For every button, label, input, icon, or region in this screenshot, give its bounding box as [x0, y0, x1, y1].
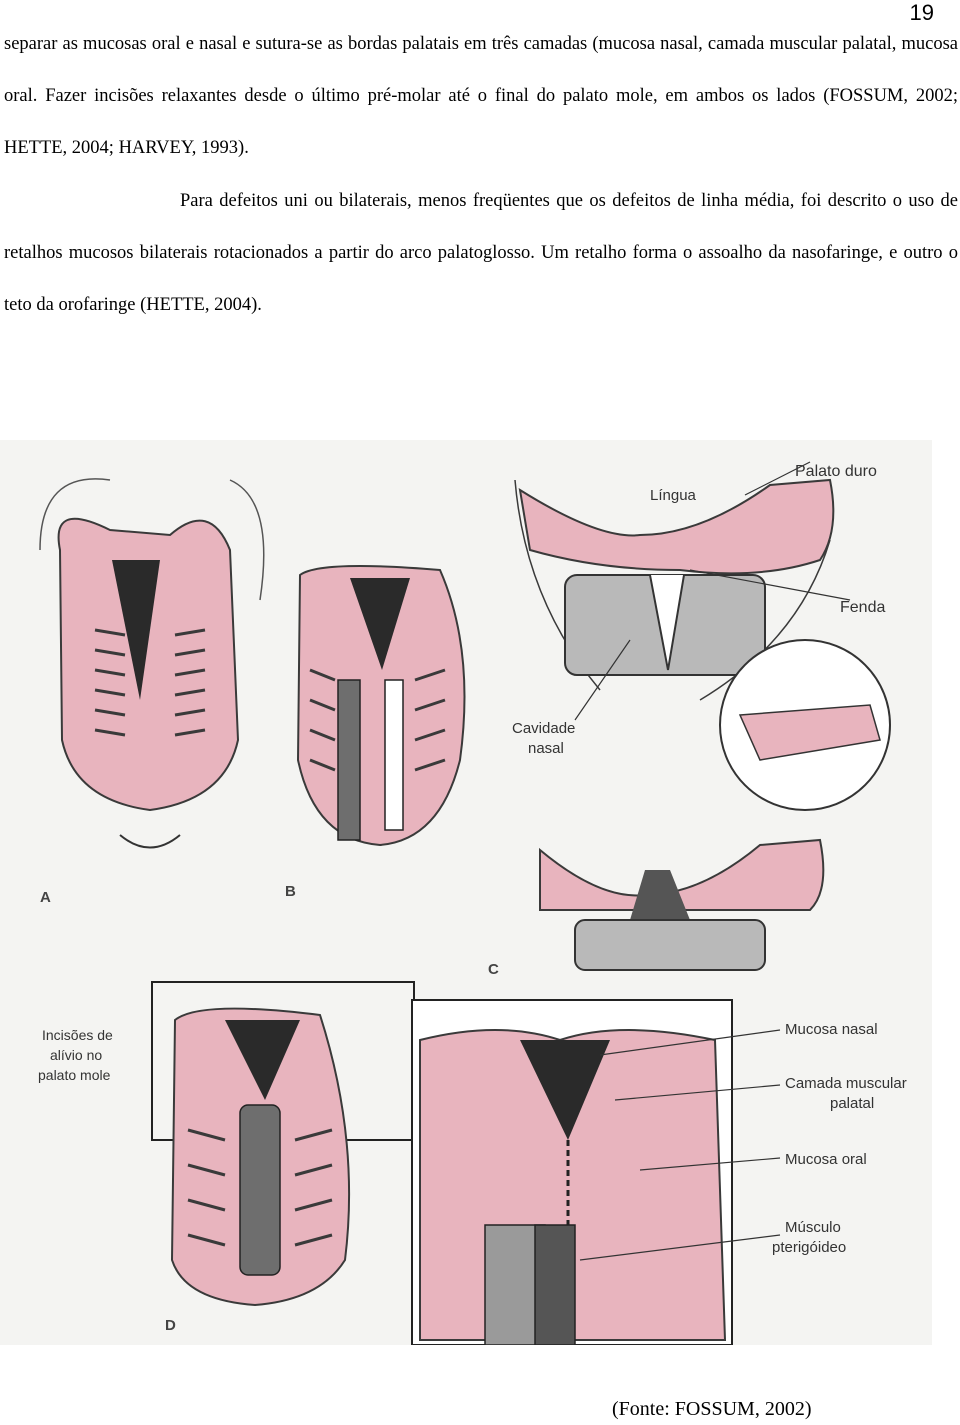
label-musculo-line-1: Músculo — [785, 1219, 841, 1236]
label-mucosa-oral: Mucosa oral — [785, 1151, 867, 1168]
label-palato-duro: Palato duro — [795, 463, 877, 480]
label-lingua: Língua — [650, 487, 696, 504]
label-incisoes-line-2: alívio no — [50, 1047, 103, 1063]
panel-letter-c: C — [488, 961, 499, 978]
label-musculo-line-2: pterigóideo — [772, 1239, 847, 1256]
label-cavidade-line-2: nasal — [528, 740, 564, 757]
panel-letter-d: D — [165, 1317, 176, 1334]
panel-b-illustration — [298, 566, 465, 845]
panel-letter-b: B — [285, 883, 296, 900]
label-mucosa-nasal: Mucosa nasal — [785, 1021, 878, 1038]
page-number: 19 — [909, 0, 934, 25]
label-camada-muscular-line-1: Camada muscular — [785, 1075, 907, 1092]
label-camada-muscular-line-2: palatal — [830, 1095, 875, 1112]
figure-caption: (Fonte: FOSSUM, 2002) — [612, 1398, 812, 1420]
label-incisoes-line-3: palato mole — [38, 1067, 111, 1083]
paragraph-1: separar as mucosas oral e nasal e sutura-se as bordas palatais em três camadas (mucosa nasal, camada muscular palatal, mucosa oral. Fazer incisões relaxantes desde o último pré-molar até o final do palato mole, em ambos os lados (FOSSUM, 2002; HETTE, 2004; HARVEY, 1993). — [4, 34, 958, 158]
panel-d-illustration — [152, 982, 780, 1345]
surgical-figure — [0, 440, 932, 1345]
label-fenda: Fenda — [840, 599, 886, 616]
paragraph-2: Para defeitos uni ou bilaterais, menos freqüentes que os defeitos de linha média, foi descrito o uso de retalhos mucosos bilaterais rotacionados a partir do arco palatoglosso. Um retalho forma o assoalho da nasofaringe, e outro o teto da orofaringe (HETTE, 2004). — [4, 191, 958, 315]
label-cavidade-line-1: Cavidade — [512, 720, 576, 737]
panel-letter-a: A — [40, 889, 51, 906]
label-incisoes-line-1: Incisões de — [42, 1027, 113, 1043]
